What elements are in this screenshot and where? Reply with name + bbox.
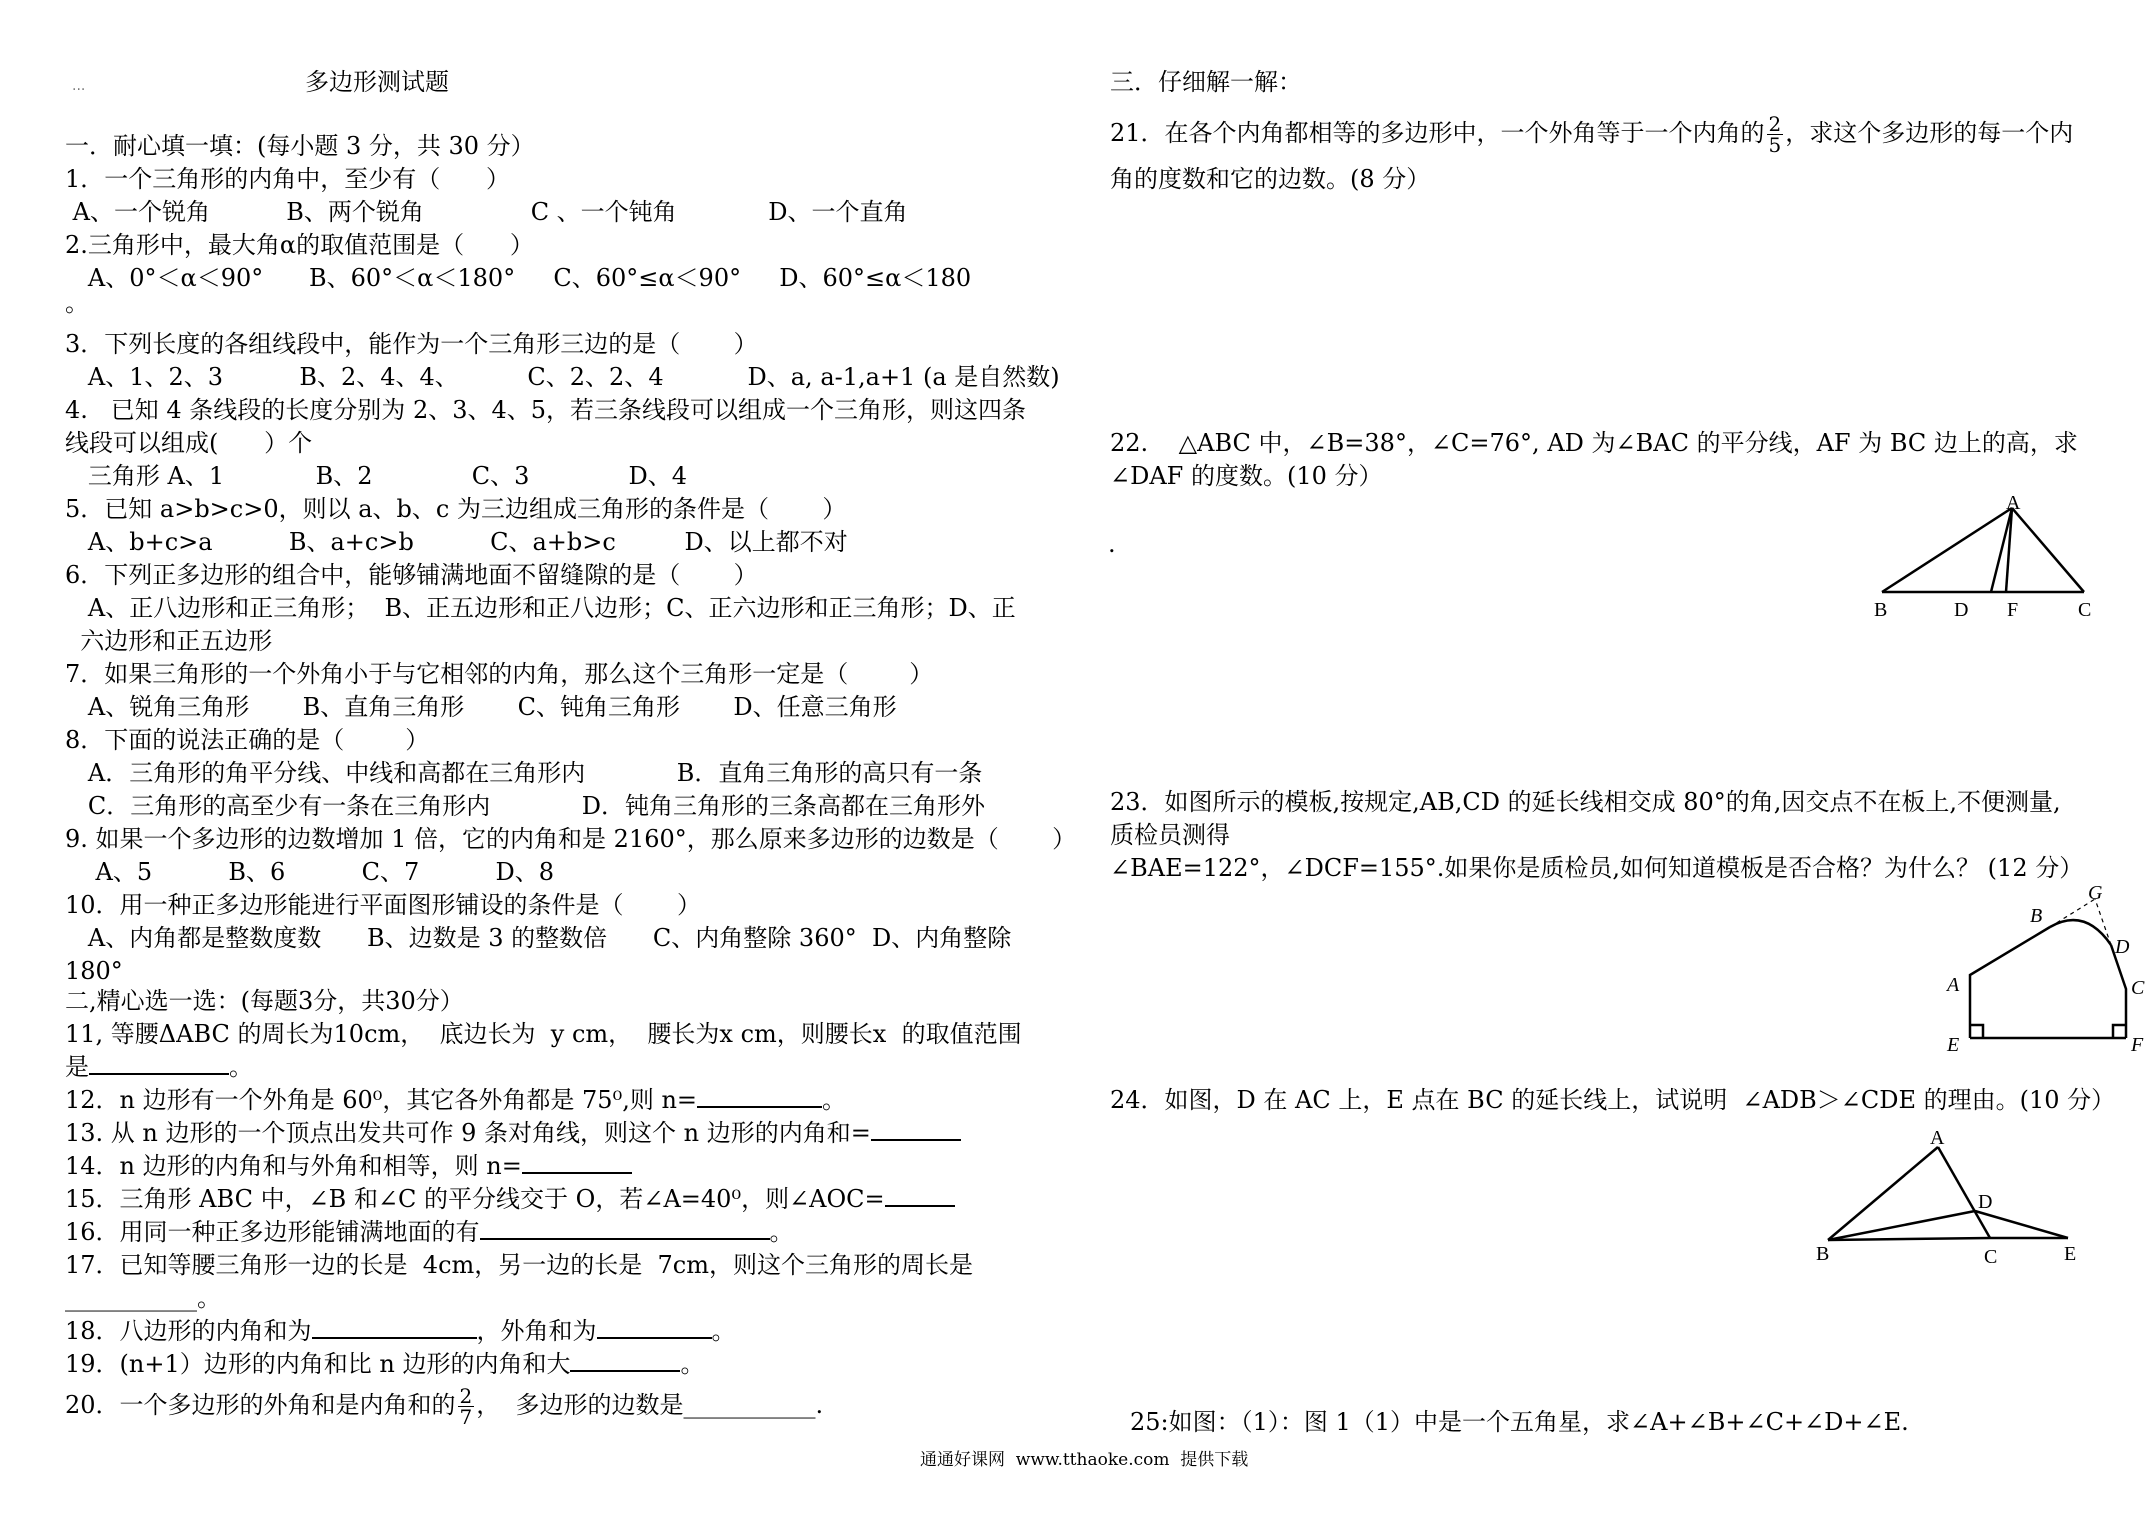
q12-text: 12．n 边形有一个外角是 60⁰，其它各外角都是 75⁰,则 n=	[65, 1086, 698, 1114]
q18-blank-1[interactable]	[312, 1315, 477, 1339]
q15-text: 15．三角形 ABC 中，∠B 和∠C 的平分线交于 O，若∠A=40⁰，则∠AOC=	[65, 1185, 885, 1213]
fig24-label-b: B	[1816, 1243, 1830, 1265]
q11-cont	[65, 1051, 253, 1083]
q5-stem: 5．已知 a>b>c>0，则以 a、b、c 为三边组成三角形的条件是（ ）	[65, 495, 847, 523]
q20-line	[65, 1386, 823, 1427]
fig24-label-d: D	[1978, 1191, 1993, 1213]
q7-stem: 7．如果三角形的一个外角小于与它相邻的内角，那么这个三角形一定是（ ）	[65, 660, 934, 688]
q21-cont: 角的度数和它的边数。(8 分）	[1110, 165, 1431, 193]
q3-options: A、1、2、3 B、2、4、4、 C、2、2、4 D、a, a-1,a+1 (a 是自然数)	[65, 363, 1060, 391]
fig24-label-e: E	[2064, 1243, 2077, 1265]
q17-text: 17．已知等腰三角形一边的长是 4cm，另一边的长是 7cm，则这个三角形的周长是	[65, 1251, 973, 1279]
q11-blank[interactable]	[89, 1051, 229, 1075]
q20-mid: ， 多边形的边数是	[476, 1391, 684, 1419]
q20-fraction	[458, 1386, 475, 1427]
q20-text: 20．一个多边形的外角和是内角和的	[65, 1391, 456, 1419]
page-title: 多边形测试题	[305, 68, 449, 96]
q20-num: 2	[459, 1384, 473, 1408]
fig24-triangle	[1810, 1125, 2080, 1275]
q10-options: A、内角都是整数度数 B、边数是 3 的整数倍 C、内角整除 360° D、内角整除	[65, 924, 1012, 952]
q19-end: 。	[680, 1350, 705, 1378]
q16-end: 。	[769, 1218, 794, 1246]
q10-stem: 10．用一种正多边形能进行平面图形铺设的条件是（ ）	[65, 891, 701, 919]
q18-blank-2[interactable]	[597, 1315, 712, 1339]
fig23-label-d: D	[2115, 936, 2130, 958]
q8-options-ab: A．三角形的角平分线、中线和高都在三角形内 B．直角三角形的高只有一条	[65, 759, 983, 787]
section1-heading: 一．耐心填一填：(每小题 3 分，共 30 分）	[65, 132, 535, 160]
fig23-label-g: G	[2088, 885, 2103, 904]
q13-blank[interactable]	[871, 1117, 961, 1141]
q21-den: 5	[1768, 133, 1782, 157]
q18-mid: ，外角和为	[476, 1317, 597, 1345]
q15-line	[65, 1183, 955, 1215]
q6-options: A、正八边形和正三角形； B、正五边形和正八边形；C、正六边形和正三角形；D、正	[65, 594, 1016, 622]
q12-blank[interactable]	[697, 1084, 822, 1108]
q21-text: 21．在各个内角都相等的多边形中，一个外角等于一个内角的	[1110, 119, 1765, 147]
fig22-label-c: C	[2078, 599, 2092, 620]
fig23-label-b: B	[2030, 905, 2043, 927]
fig23-template	[1935, 885, 2150, 1055]
q14-blank[interactable]	[522, 1150, 632, 1174]
q8-stem: 8．下面的说法正确的是（ ）	[65, 726, 430, 754]
fig22-label-d: D	[1954, 599, 1969, 620]
fig24-label-c: C	[1984, 1246, 1998, 1268]
q19-blank[interactable]	[570, 1348, 680, 1372]
q18-line	[65, 1315, 736, 1347]
q5-options: A、b+c>a B、a+c>b C、a+b>c D、以上都不对	[65, 528, 848, 556]
q19-text: 19．(n+1）边形的内角和比 n 边形的内角和大	[65, 1350, 571, 1378]
q23-line3: ∠BAE=122°，∠DCF=155°.如果你是质检员,如何知道模板是否合格？为什么？ (12 分）	[1110, 854, 2084, 882]
q20-den: 7	[459, 1405, 473, 1429]
q6-cont: 六边形和正五边形	[65, 627, 273, 655]
q18-end: 。	[711, 1317, 736, 1345]
fig23-label-c: C	[2131, 977, 2145, 999]
q1-stem: 1．一个三角形的内角中，至少有（ ）	[65, 165, 511, 193]
q21-line	[1110, 114, 2073, 155]
q23-line2: 质检员测得	[1110, 821, 1230, 849]
q24-text: 24．如图，D 在 AC 上，E 点在 BC 的延长线上，试说明 ∠ADB＞∠CDE 的理由。(10 分）	[1110, 1086, 2116, 1114]
fig22-label-f: F	[2007, 599, 2019, 620]
q11-end: 。	[229, 1053, 253, 1081]
q18-text: 18．八边形的内角和为	[65, 1317, 312, 1345]
q4-stem: 4. 已知 4 条线段的长度分别为 2、3、4、5，若三条线段可以组成一个三角形，则这四条	[65, 396, 1027, 424]
q2-stem: 2.三角形中，最大角α的取值范围是（ ）	[65, 231, 534, 259]
q22-dot: .	[1108, 530, 1116, 558]
q11-text: 11, 等腰ΔABC 的周长为10cm， 底边长为 y cm， 腰长为x cm，则腰长x 的取值范围	[65, 1020, 1022, 1048]
q20-blank[interactable]: ___________	[683, 1391, 816, 1419]
section3-heading: 三．仔细解一解：	[1110, 68, 1302, 96]
q12-end: 。	[822, 1086, 847, 1114]
q11-cont-text: 是	[65, 1053, 89, 1081]
fig23-label-e: E	[1947, 1034, 1960, 1055]
section2-heading: 二,精心选一选：(每题3分，共30分）	[65, 987, 464, 1015]
q15-blank[interactable]	[885, 1183, 955, 1207]
q6-stem: 6．下列正多边形的组合中，能够铺满地面不留缝隙的是（ ）	[65, 561, 758, 589]
q14-line	[65, 1150, 632, 1182]
q13-line	[65, 1117, 961, 1149]
header-dots: ...	[72, 78, 86, 94]
q25-text: 25:如图：（1）：图 1（1）中是一个五角星，求∠A+∠B+∠C+∠D+∠E.	[1130, 1408, 1909, 1436]
q21-fraction	[1767, 114, 1784, 155]
q20-end: .	[815, 1391, 824, 1419]
fig22-triangle	[1860, 490, 2120, 620]
q12-line	[65, 1084, 846, 1116]
q3-stem: 3．下列长度的各组线段中，能作为一个三角形三边的是（ ）	[65, 330, 758, 358]
q21-post: ，求这个多边形的每一个内	[1785, 119, 2074, 147]
footer-credit: 通通好课网 www.tthaoke.com 提供下载	[920, 1450, 1249, 1470]
fig22-label-b: B	[1874, 599, 1888, 620]
fig23-label-a: A	[1947, 974, 1960, 996]
q22-line1: 22. △ABC 中，∠B=38°，∠C=76°, AD 为∠BAC 的平分线，AF 为 BC 边上的高，求	[1110, 429, 2078, 457]
q8-options-cd: C．三角形的高至少有一条在三角形内 D．钝角三角形的三条高都在三角形外	[65, 792, 986, 820]
q16-line	[65, 1216, 794, 1248]
q7-options: A、锐角三角形 B、直角三角形 C、钝角三角形 D、任意三角形	[65, 693, 897, 721]
fig23-label-f: F	[2131, 1034, 2144, 1055]
q2-options: A、0°＜α＜90° B、60°＜α＜180° C、60°≤α＜90° D、60°≤α＜180	[65, 264, 972, 292]
fig22-label-a: A	[2006, 492, 2021, 514]
q22-line2: ∠DAF 的度数。(10 分）	[1110, 462, 1383, 490]
q1-options: A、一个锐角 B、两个锐角 C 、一个钝角 D、一个直角	[65, 198, 908, 226]
q13-text: 13. 从 n 边形的一个顶点出发共可作 9 条对角线，则这个 n 边形的内角和=	[65, 1119, 871, 1147]
q14-text: 14．n 边形的内角和与外角和相等，则 n=	[65, 1152, 522, 1180]
q17-cont: ___________。	[65, 1284, 221, 1312]
q16-text: 16．用同一种正多边形能铺满地面的有	[65, 1218, 480, 1246]
fig24-label-a: A	[1930, 1127, 1945, 1149]
q4-options: 三角形 A、1 B、2 C、3 D、4	[65, 462, 688, 490]
q9-options: A、5 B、6 C、7 D、8	[65, 858, 555, 886]
q21-num: 2	[1768, 112, 1782, 136]
q16-blank[interactable]	[480, 1216, 770, 1240]
q23-line1: 23．如图所示的模板,按规定,AB,CD 的延长线相交成 80°的角,因交点不在板上,不便测量,	[1110, 788, 2061, 816]
q9-stem: 9. 如果一个多边形的边数增加 1 倍，它的内角和是 2160°，那么原来多边形的边数是（ ）	[65, 825, 1077, 853]
q2-cont: 。	[65, 289, 89, 317]
q19-line	[65, 1348, 704, 1380]
q4-cont: 线段可以组成( ）个	[65, 429, 313, 457]
q10-cont: 180°	[65, 957, 123, 985]
